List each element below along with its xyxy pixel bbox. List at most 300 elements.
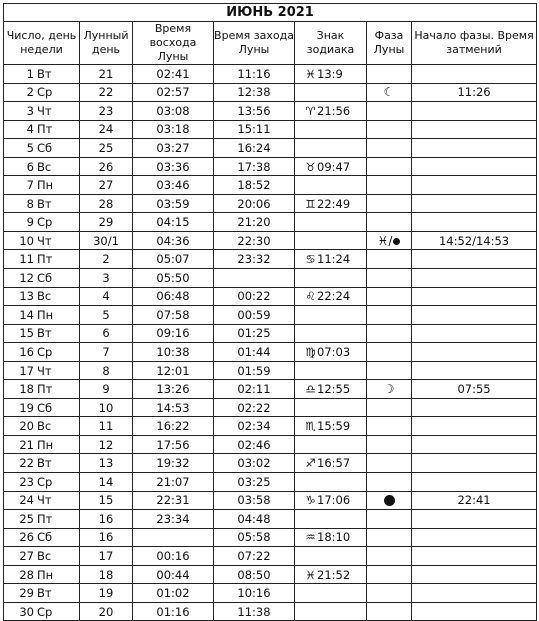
zodiac-sign-icon: ♑ — [305, 493, 316, 508]
weekday: Пт — [37, 252, 53, 267]
zodiac-sign-icon: ♈ — [305, 103, 316, 118]
table-row — [4, 306, 537, 325]
moonset-cell: 20:06 — [214, 194, 295, 213]
date-cell — [4, 120, 80, 139]
date-cell — [4, 194, 80, 213]
day-number: 20 — [19, 419, 34, 434]
weekday: Ср — [37, 604, 53, 619]
moonset-cell: 18:52 — [214, 176, 295, 195]
weekday: Пт — [37, 382, 53, 397]
moonrise-cell: 01:02 — [133, 584, 214, 603]
phase-cell — [367, 417, 412, 436]
table-row — [4, 65, 537, 84]
date-cell — [4, 250, 80, 269]
moonset-cell: 12:38 — [214, 83, 295, 102]
lunar-day-cell: 17 — [80, 547, 133, 566]
phase-cell — [367, 120, 412, 139]
table-row — [4, 380, 537, 399]
moonrise-cell: 04:15 — [133, 213, 214, 232]
phase-cell — [367, 176, 412, 195]
moonrise-cell — [133, 528, 214, 547]
day-number: 1 — [26, 66, 34, 81]
table-row — [4, 510, 537, 529]
weekday: Чт — [37, 103, 52, 118]
zodiac-time: 16:57 — [317, 456, 351, 471]
phase-start-cell: 07:55 — [412, 380, 537, 399]
zodiac-time: 12:55 — [317, 382, 351, 397]
zodiac-time: 13:9 — [317, 66, 343, 81]
zodiac-sign-icon: ♐ — [305, 456, 316, 471]
table-row — [4, 157, 537, 176]
table-title: ИЮНЬ 2021 — [4, 4, 537, 22]
lunar-day-cell: 9 — [80, 380, 133, 399]
phase-start-cell — [412, 269, 537, 288]
weekday: Ср — [37, 215, 53, 230]
weekday: Вт — [37, 196, 52, 211]
moonrise-cell: 03:59 — [133, 194, 214, 213]
moonrise-cell: 05:50 — [133, 269, 214, 288]
zodiac-cell — [295, 102, 367, 121]
zodiac-cell — [295, 269, 367, 288]
phase-start-cell: 14:52/14:53 — [412, 231, 537, 250]
zodiac-cell — [295, 380, 367, 399]
zodiac-cell — [295, 324, 367, 343]
date-cell — [4, 491, 80, 510]
phase-start-cell — [412, 65, 537, 84]
zodiac-sign-icon: ♎ — [305, 382, 316, 397]
phase-start-cell — [412, 398, 537, 417]
zodiac-cell — [295, 343, 367, 362]
zodiac-cell — [295, 417, 367, 436]
lunar-day-cell: 21 — [80, 65, 133, 84]
phase-cell — [367, 250, 412, 269]
zodiac-cell — [295, 473, 367, 492]
date-cell — [4, 602, 80, 621]
moonrise-cell: 09:16 — [133, 324, 214, 343]
table-row — [4, 398, 537, 417]
zodiac-sign-icon: ♏ — [305, 419, 316, 434]
date-cell — [4, 102, 80, 121]
header-date: Число, день недели — [4, 22, 80, 65]
moonrise-cell: 01:16 — [133, 602, 214, 621]
table-row — [4, 120, 537, 139]
moonrise-cell: 02:57 — [133, 83, 214, 102]
zodiac-time: 15:59 — [317, 419, 351, 434]
table-row — [4, 491, 537, 510]
day-number: 25 — [19, 511, 34, 526]
moonset-cell: 00:59 — [214, 306, 295, 325]
weekday: Пн — [37, 567, 54, 582]
phase-cell — [367, 139, 412, 158]
zodiac-cell — [295, 528, 367, 547]
lunar-day-cell: 16 — [80, 528, 133, 547]
phase-start-cell — [412, 584, 537, 603]
day-number: 16 — [19, 344, 34, 359]
phase-cell — [367, 157, 412, 176]
date-cell — [4, 269, 80, 288]
day-number: 11 — [19, 252, 34, 267]
zodiac-time: 21:52 — [317, 567, 351, 582]
lunar-day-cell: 8 — [80, 361, 133, 380]
phase-start-cell — [412, 343, 537, 362]
zodiac-cell — [295, 83, 367, 102]
zodiac-time: 07:03 — [317, 344, 351, 359]
phase-cell — [367, 398, 412, 417]
zodiac-sign-icon: ♋ — [305, 252, 316, 267]
date-cell — [4, 417, 80, 436]
weekday: Пт — [37, 122, 53, 137]
phase-start-cell — [412, 213, 537, 232]
zodiac-cell — [295, 250, 367, 269]
zodiac-cell — [295, 120, 367, 139]
day-number: 22 — [19, 456, 34, 471]
weekday: Вт — [37, 66, 52, 81]
weekday: Сб — [37, 140, 53, 155]
moon-table — [3, 3, 537, 621]
zodiac-sign-icon: ♒ — [305, 530, 316, 545]
phase-start-cell — [412, 454, 537, 473]
date-cell — [4, 361, 80, 380]
moonset-cell: 21:20 — [214, 213, 295, 232]
weekday: Сб — [37, 530, 53, 545]
weekday: Чт — [37, 363, 52, 378]
weekday: Ср — [37, 85, 53, 100]
moonrise-cell: 21:07 — [133, 473, 214, 492]
lunar-day-cell: 29 — [80, 213, 133, 232]
date-cell — [4, 287, 80, 306]
phase-cell — [367, 454, 412, 473]
table-row — [4, 102, 537, 121]
day-number: 2 — [26, 85, 34, 100]
zodiac-cell — [295, 510, 367, 529]
day-number: 5 — [26, 140, 34, 155]
zodiac-sign-icon: ♓ — [305, 66, 316, 81]
lunar-day-cell: 11 — [80, 417, 133, 436]
phase-start-cell — [412, 120, 537, 139]
phase-start-cell — [412, 473, 537, 492]
day-number: 9 — [26, 215, 34, 230]
moonrise-cell: 13:26 — [133, 380, 214, 399]
date-cell — [4, 380, 80, 399]
zodiac-cell — [295, 491, 367, 510]
zodiac-sign-icon: ♌ — [305, 289, 316, 304]
moonrise-cell: 00:44 — [133, 565, 214, 584]
table-row — [4, 565, 537, 584]
moonset-cell: 07:22 — [214, 547, 295, 566]
new-moon-icon — [393, 238, 400, 245]
lunar-day-cell: 25 — [80, 139, 133, 158]
moonrise-cell: 17:56 — [133, 435, 214, 454]
date-cell — [4, 435, 80, 454]
day-number: 27 — [19, 548, 34, 563]
phase-cell — [367, 194, 412, 213]
table-row — [4, 213, 537, 232]
day-number: 3 — [26, 103, 34, 118]
zodiac-cell — [295, 306, 367, 325]
table-row — [4, 473, 537, 492]
table-row — [4, 231, 537, 250]
phase-symbol: ♓/ — [377, 233, 393, 248]
zodiac-sign-icon: ♉ — [305, 159, 316, 174]
date-cell — [4, 398, 80, 417]
phase-cell — [367, 602, 412, 621]
phase-cell — [367, 83, 412, 102]
moonset-cell: 05:58 — [214, 528, 295, 547]
phase-cell — [367, 565, 412, 584]
phase-start-cell — [412, 306, 537, 325]
weekday: Сб — [37, 400, 53, 415]
day-number: 21 — [19, 437, 34, 452]
phase-start-cell — [412, 287, 537, 306]
phase-cell — [367, 324, 412, 343]
zodiac-cell — [295, 176, 367, 195]
zodiac-sign-icon: ♍ — [305, 344, 316, 359]
phase-start-cell — [412, 528, 537, 547]
header-phase-start: Начало фазы. Время затмений — [412, 22, 537, 65]
phase-cell — [367, 231, 412, 250]
weekday: Чт — [37, 233, 52, 248]
table-row — [4, 139, 537, 158]
header-zodiac: Знак зодиака — [295, 22, 367, 65]
table-row — [4, 176, 537, 195]
moonrise-cell: 16:22 — [133, 417, 214, 436]
date-cell — [4, 306, 80, 325]
date-cell — [4, 454, 80, 473]
date-cell — [4, 231, 80, 250]
lunar-day-cell: 16 — [80, 510, 133, 529]
table-row — [4, 528, 537, 547]
zodiac-cell — [295, 139, 367, 158]
date-cell — [4, 528, 80, 547]
phase-start-cell — [412, 565, 537, 584]
weekday: Вт — [37, 456, 52, 471]
table-body — [4, 65, 537, 621]
phase-cell — [367, 213, 412, 232]
moonset-cell: 13:56 — [214, 102, 295, 121]
zodiac-cell — [295, 194, 367, 213]
lunar-day-cell: 3 — [80, 269, 133, 288]
day-number: 17 — [19, 363, 34, 378]
day-number: 29 — [19, 586, 34, 601]
moonrise-cell: 14:53 — [133, 398, 214, 417]
lunar-day-cell: 7 — [80, 343, 133, 362]
day-number: 8 — [26, 196, 34, 211]
moonset-cell: 01:25 — [214, 324, 295, 343]
lunar-day-cell: 23 — [80, 102, 133, 121]
moonset-cell: 02:34 — [214, 417, 295, 436]
phase-cell — [367, 287, 412, 306]
moonrise-cell: 03:08 — [133, 102, 214, 121]
table-row — [4, 602, 537, 621]
moonset-cell: 08:50 — [214, 565, 295, 584]
date-cell — [4, 157, 80, 176]
weekday: Вс — [37, 159, 52, 174]
lunar-day-cell: 13 — [80, 454, 133, 473]
header-phase: Фаза Луны — [367, 22, 412, 65]
day-number: 18 — [19, 382, 34, 397]
moonrise-cell: 04:36 — [133, 231, 214, 250]
zodiac-sign-icon: ♓ — [305, 567, 316, 582]
date-cell — [4, 213, 80, 232]
moonset-cell: 01:59 — [214, 361, 295, 380]
table-row — [4, 250, 537, 269]
lunar-day-cell: 15 — [80, 491, 133, 510]
day-number: 6 — [26, 159, 34, 174]
zodiac-time: 09:47 — [317, 159, 351, 174]
lunar-day-cell: 5 — [80, 306, 133, 325]
day-number: 12 — [19, 270, 34, 285]
table-row — [4, 547, 537, 566]
moonset-cell — [214, 269, 295, 288]
moonrise-cell: 03:36 — [133, 157, 214, 176]
moonrise-cell: 19:32 — [133, 454, 214, 473]
moonset-cell: 17:38 — [214, 157, 295, 176]
moonset-cell: 23:32 — [214, 250, 295, 269]
phase-start-cell — [412, 139, 537, 158]
zodiac-cell — [295, 231, 367, 250]
date-cell — [4, 83, 80, 102]
moon-calendar — [3, 3, 536, 621]
phase-start-cell: 22:41 — [412, 491, 537, 510]
phase-start-cell — [412, 250, 537, 269]
date-cell — [4, 584, 80, 603]
weekday: Вт — [37, 586, 52, 601]
moonset-cell: 03:25 — [214, 473, 295, 492]
moonrise-cell: 05:07 — [133, 250, 214, 269]
zodiac-sign-icon: ♊ — [305, 196, 316, 211]
moonrise-cell: 07:58 — [133, 306, 214, 325]
table-row — [4, 287, 537, 306]
weekday: Пн — [37, 437, 54, 452]
moonset-cell: 03:58 — [214, 491, 295, 510]
table-row — [4, 343, 537, 362]
lunar-day-cell: 12 — [80, 435, 133, 454]
table-row — [4, 584, 537, 603]
day-number: 14 — [19, 307, 34, 322]
lunar-day-cell: 28 — [80, 194, 133, 213]
phase-cell — [367, 380, 412, 399]
date-cell — [4, 324, 80, 343]
day-number: 24 — [19, 493, 34, 508]
lunar-day-cell: 22 — [80, 83, 133, 102]
date-cell — [4, 176, 80, 195]
moonrise-cell: 03:46 — [133, 176, 214, 195]
zodiac-cell — [295, 287, 367, 306]
zodiac-cell — [295, 435, 367, 454]
moonrise-cell: 02:41 — [133, 65, 214, 84]
date-cell — [4, 565, 80, 584]
day-number: 13 — [19, 289, 34, 304]
zodiac-time: 17:06 — [317, 493, 351, 508]
moonrise-cell: 00:16 — [133, 547, 214, 566]
moonset-cell: 11:16 — [214, 65, 295, 84]
zodiac-time: 18:10 — [317, 530, 351, 545]
lunar-day-cell: 26 — [80, 157, 133, 176]
day-number: 10 — [19, 233, 34, 248]
day-number: 23 — [19, 474, 34, 489]
lunar-day-cell: 19 — [80, 584, 133, 603]
day-number: 19 — [19, 400, 34, 415]
date-cell — [4, 510, 80, 529]
phase-start-cell — [412, 157, 537, 176]
day-number: 30 — [19, 604, 34, 619]
zodiac-time: 22:24 — [317, 289, 351, 304]
phase-start-cell — [412, 547, 537, 566]
zodiac-cell — [295, 547, 367, 566]
moonset-cell: 03:02 — [214, 454, 295, 473]
phase-start-cell — [412, 510, 537, 529]
phase-cell — [367, 361, 412, 380]
zodiac-cell — [295, 157, 367, 176]
moonset-cell: 15:11 — [214, 120, 295, 139]
phase-cell — [367, 491, 412, 510]
phase-start-cell: 11:26 — [412, 83, 537, 102]
phase-cell — [367, 510, 412, 529]
day-number: 26 — [19, 530, 34, 545]
header-lunar-day: Лунный день — [80, 22, 133, 65]
phase-cell — [367, 269, 412, 288]
moonset-cell: 02:11 — [214, 380, 295, 399]
phase-cell — [367, 102, 412, 121]
header-moonrise: Время восхода Луны — [133, 22, 214, 65]
date-cell — [4, 343, 80, 362]
phase-cell — [367, 343, 412, 362]
moonset-cell: 04:48 — [214, 510, 295, 529]
lunar-day-cell: 24 — [80, 120, 133, 139]
weekday: Пн — [37, 307, 54, 322]
phase-start-cell — [412, 417, 537, 436]
moonrise-cell: 10:38 — [133, 343, 214, 362]
lunar-day-cell: 30/1 — [80, 231, 133, 250]
lunar-day-cell: 2 — [80, 250, 133, 269]
lunar-day-cell: 18 — [80, 565, 133, 584]
day-number: 15 — [19, 326, 34, 341]
phase-start-cell — [412, 435, 537, 454]
day-number: 28 — [19, 567, 34, 582]
table-row — [4, 454, 537, 473]
moonrise-cell: 22:31 — [133, 491, 214, 510]
weekday: Вс — [37, 289, 52, 304]
zodiac-cell — [295, 213, 367, 232]
weekday: Вс — [37, 419, 52, 434]
phase-start-cell — [412, 194, 537, 213]
moonrise-cell: 23:34 — [133, 510, 214, 529]
zodiac-cell — [295, 565, 367, 584]
date-cell — [4, 547, 80, 566]
phase-cell — [367, 528, 412, 547]
date-cell — [4, 473, 80, 492]
zodiac-cell — [295, 454, 367, 473]
weekday: Вт — [37, 326, 52, 341]
full-moon-icon — [384, 495, 395, 506]
table-row — [4, 361, 537, 380]
moonset-cell: 11:38 — [214, 602, 295, 621]
moonset-cell: 22:30 — [214, 231, 295, 250]
zodiac-cell — [295, 361, 367, 380]
lunar-day-cell: 10 — [80, 398, 133, 417]
phase-start-cell — [412, 602, 537, 621]
weekday: Пт — [37, 511, 53, 526]
phase-cell — [367, 65, 412, 84]
phase-start-cell — [412, 176, 537, 195]
moonrise-cell: 03:18 — [133, 120, 214, 139]
date-cell — [4, 139, 80, 158]
phase-cell — [367, 306, 412, 325]
header-moonset: Время захода Луны — [214, 22, 295, 65]
day-number: 7 — [26, 178, 34, 193]
phase-cell — [367, 584, 412, 603]
table-row — [4, 435, 537, 454]
